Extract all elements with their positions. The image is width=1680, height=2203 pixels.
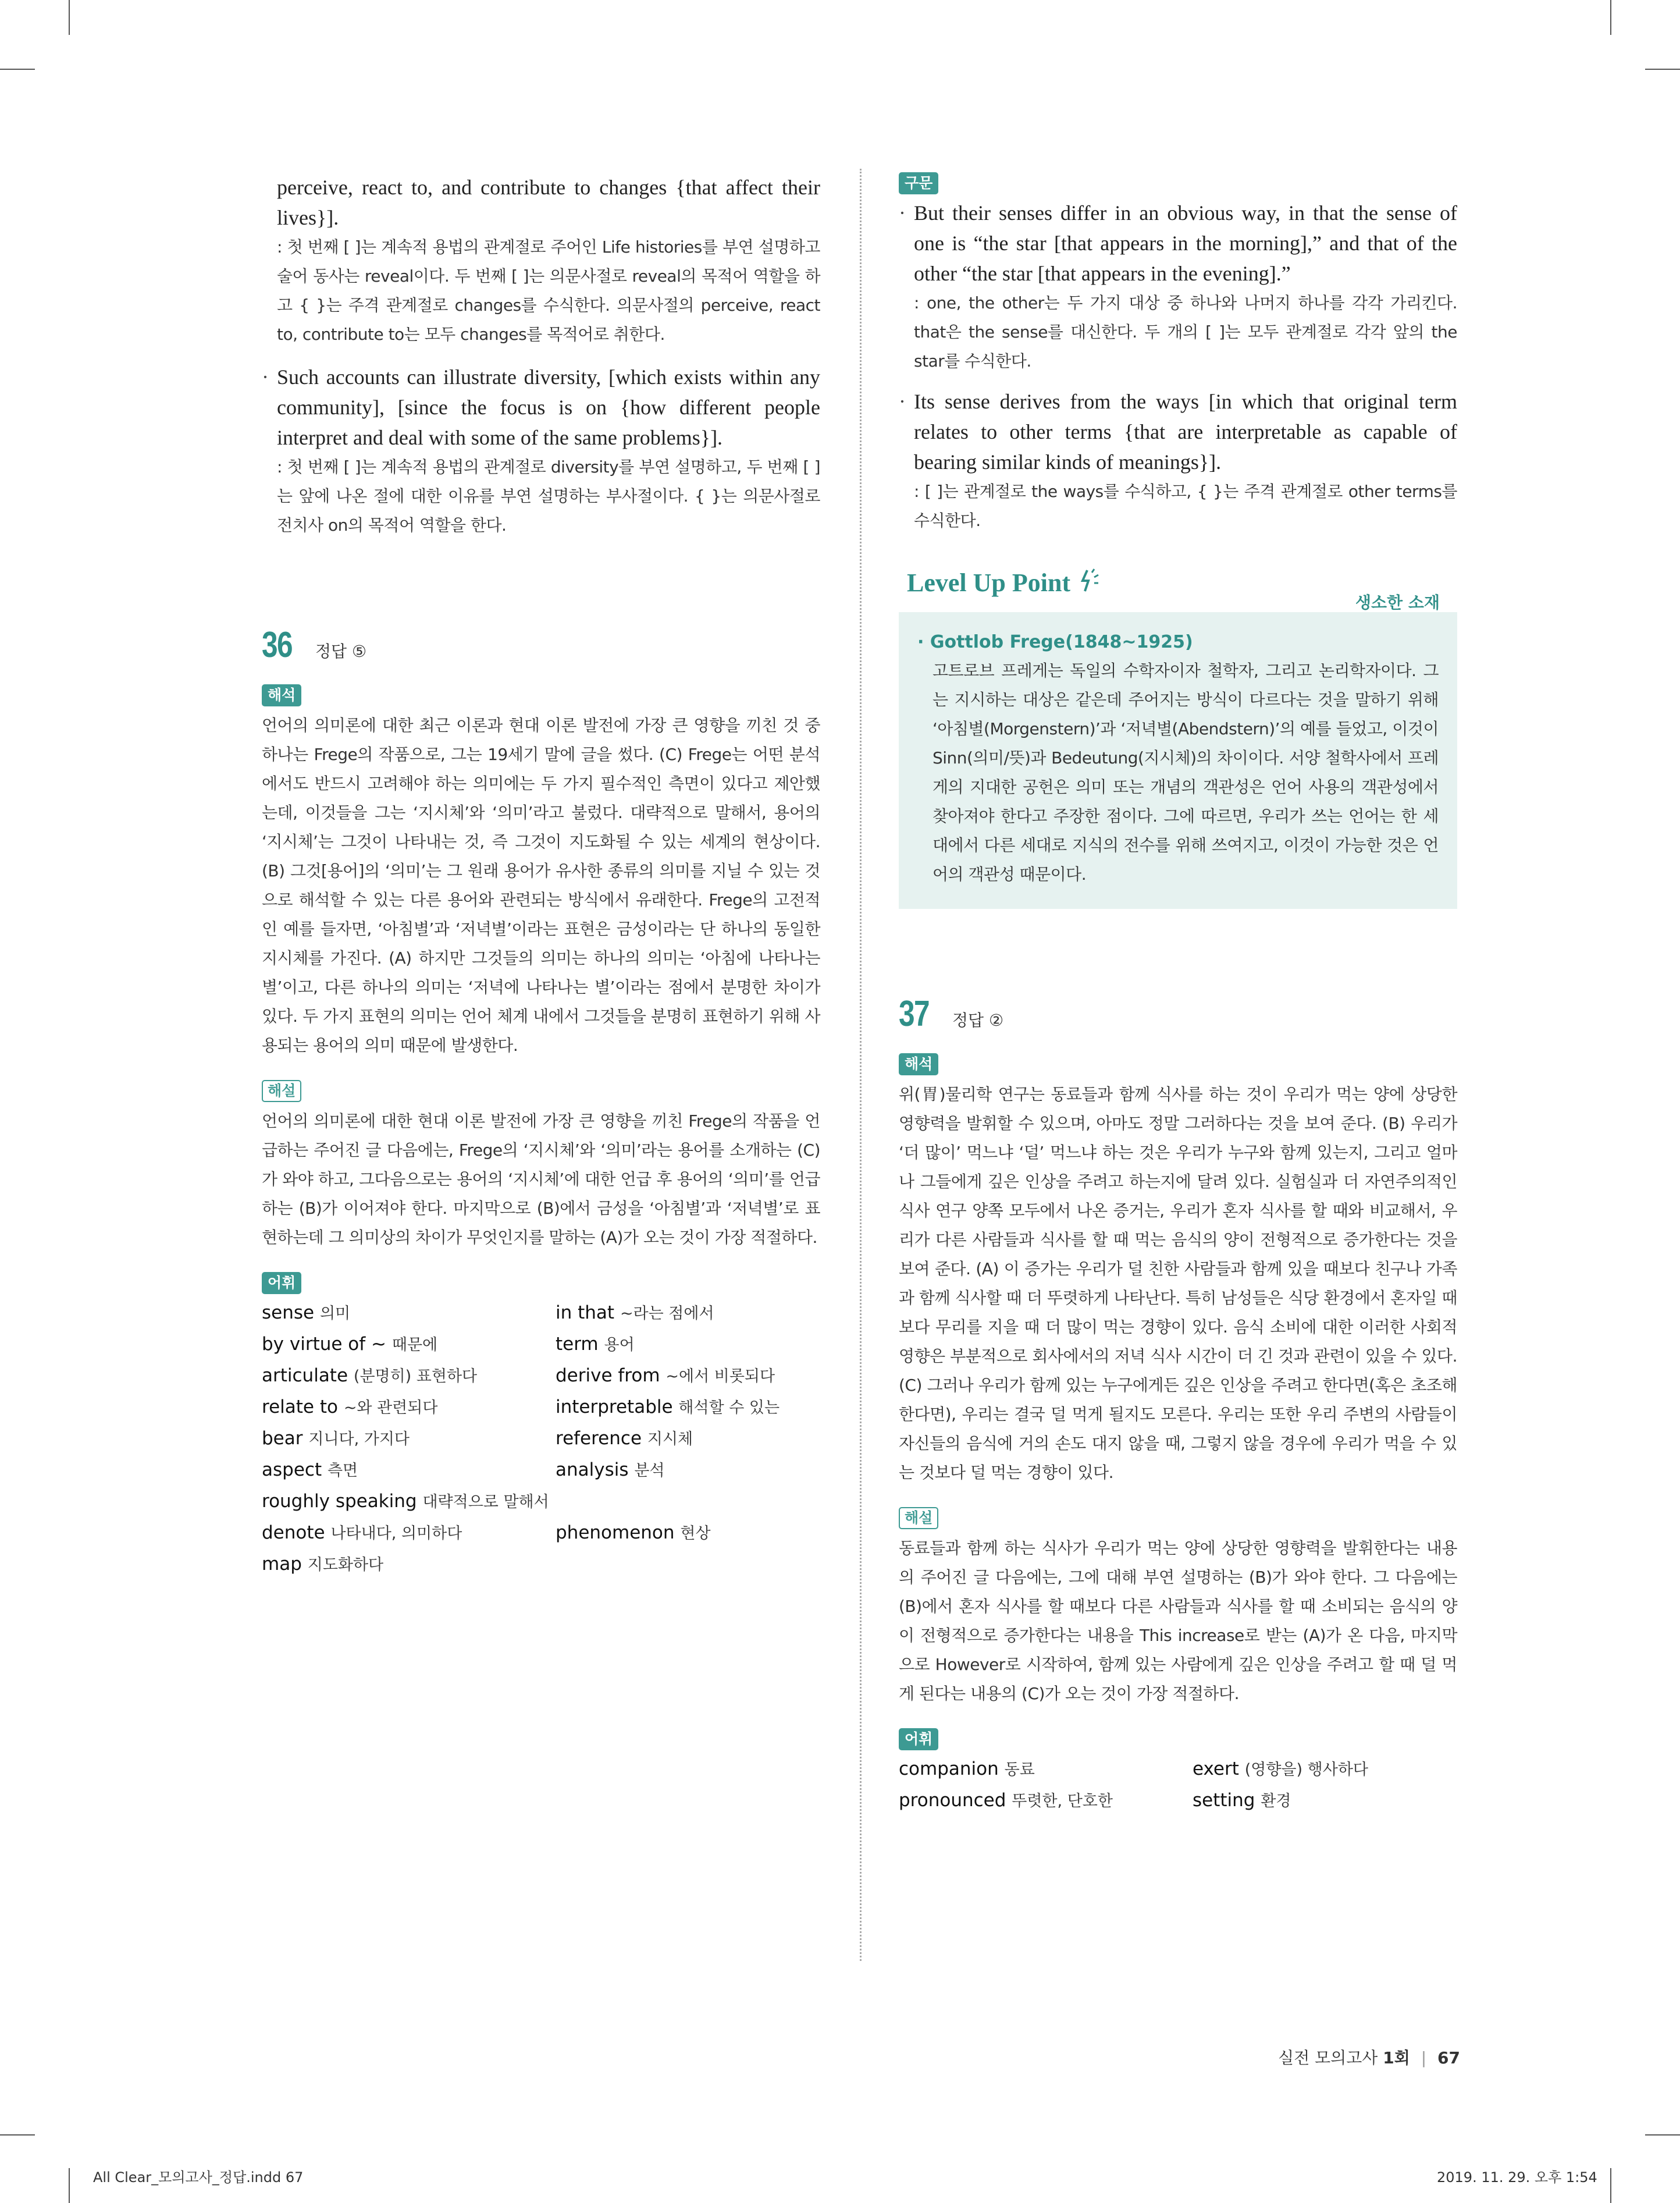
bullet-dot: ·	[899, 201, 906, 225]
vocab-item: term 용어	[556, 1334, 635, 1355]
left-column	[262, 172, 820, 1580]
level-up-box	[899, 568, 1457, 909]
syntax-sentence: perceive, react to, and contribute to changes {that affect their lives}].	[277, 176, 820, 229]
bullet-dot: ·	[262, 365, 269, 389]
level-up-heading: · Gottlob Frege(1848~1925)	[917, 632, 1193, 652]
syntax-item-1-continued	[262, 172, 820, 349]
vocab-item: bear 지니다, 가지다	[262, 1428, 410, 1449]
page-footer	[1251, 2045, 1460, 2069]
translation-tag: 해석	[899, 1053, 938, 1075]
translation-text: 언어의 의미론에 대한 최근 이론과 현대 이론 발전에 가장 큰 영향을 끼친 것 중 하나는 Frege의 작품으로, 그는 19세기 말에 글을 썼다. (C) Frege는 어떤 분석에서도 반드시 고려해야 하는 의미에는 두 가지 필수적인 측면이 있다고 제안했는데, 이것들을 그는 ‘지시체’와 ‘의미’라고 불렀다. 대략적으로 말해서, 용어의 ‘지시체’는 그것이 나타내는 것, 즉 그것이 지도화될 수 있는 세계의 현상이다. (B) 그것[용어]의 ‘의미’는 그 원래 용어가 유사한 종류의 의미를 지닐 수 있는 것으로 해석할 수 있는 다른 용어와 관련되는 방식에서 유래한다. Frege의 고전적인 예를 들자면, ‘아침별’과 ‘저녁별’이라는 표현은 금성이라는 단 하나의 동일한 지시체를 가진다. (A) 하지만 그것들의 의미는 하나의 의미는 ‘아침에 나타나는 별’이고, 다른 하나의 의미는 ‘저녁에 나타나는 별’이라는 점에서 분명한 차이가 있다. 두 가지 표현의 의미는 언어 체계 내에서 그것들을 분명히 표현하기 위해 사용되는 용어의 의미 때문에 발생한다.	[262, 716, 820, 1055]
footer-round: 1회	[1383, 2048, 1410, 2067]
vocab-list	[262, 1298, 820, 1580]
bullet-dot: ·	[899, 390, 906, 413]
vocab-item: analysis 분석	[556, 1459, 665, 1480]
crop-mark	[0, 2134, 35, 2136]
crop-mark	[1610, 0, 1611, 35]
answer-label: 정답 ②	[952, 1011, 1004, 1030]
syntax-explanation: : 첫 번째 [ ]는 계속적 용법의 관계절로 주어인 Life histories를 부연 설명하고 술어 동사는 reveal이다. 두 번째 [ ]는 의문사절로 reveal의 목적어 역할을 하고 { }는 주격 관계절로 changes를 수식한다. 의문사절의 perceive, react to, contribute to는 모두 changes를 목적어로 취한다.	[277, 237, 820, 344]
vocab-item: interpretable 해석할 수 있는	[556, 1397, 780, 1417]
crop-mark	[69, 0, 70, 35]
explanation-tag: 해설	[262, 1080, 301, 1102]
syntax-sentence: Such accounts can illustrate diversity, [which exists within any community], [since the focus is on {how different people interpret and deal with some of the same problems}].	[277, 365, 820, 449]
vocab-item: aspect 측면	[262, 1459, 358, 1480]
syntax-sentence: Its sense derives from the ways [in which that original term relates to other terms {that are interpretable as capable of bearing similar kinds of meanings}].	[914, 390, 1457, 474]
vocab-tag: 어휘	[262, 1272, 301, 1294]
spark-icon	[1077, 568, 1100, 594]
level-up-body: 고트로브 프레게는 독일의 수학자이자 철학자, 그리고 논리학자이다. 그는 지시하는 대상은 같은데 주어지는 방식이 다르다는 것을 말하기 위해 ‘아침별(Morgenstern)’과 ‘저녁별(Abendstern)’의 예를 들었고, 이것이 Sinn(의미/뜻)과 Bedeutung(지시체)의 차이이다. 서양 철학사에서 프레게의 지대한 공헌은 의미 또는 개념의 객관성은 언어 사용의 객관성에서 찾아져야 한다고 주장한 점이다. 그에 따르면, 우리가 쓰는 언어는 한 세대에서 다른 세대로 지식의 전수를 위해 쓰여지고, 이것이 가능한 것은 언어의 객관성 때문이다.	[932, 661, 1439, 884]
crop-mark	[1645, 69, 1680, 70]
question-number: 37	[899, 994, 929, 1034]
crop-mark	[0, 69, 35, 70]
footer-separator: |	[1421, 2048, 1427, 2067]
explanation-text: 동료들과 함께 하는 식사가 우리가 먹는 양에 상당한 영향력을 발휘한다는 내용의 주어진 글 다음에는, 그에 대해 부연 설명하는 (B)가 와야 한다. 그 다음에는 (B)에서 혼자 식사를 할 때보다 다른 사람들과 식사를 할 때 소비되는 음식의 양이 전형적으로 증가한다는 내용을 This increase로 받는 (A)가 온 다음, 마지막으로 However로 시작하여, 함께 있는 사람에게 깊은 인상을 주려고 할 때 덜 먹게 된다는 내용의 (C)가 오는 것이 가장 적절하다.	[899, 1538, 1457, 1703]
question-37	[899, 996, 1457, 1817]
vocab-item: map 지도화하다	[262, 1554, 384, 1575]
question-header	[899, 996, 1457, 1032]
vocab-item: relate to ~와 관련되다	[262, 1397, 438, 1417]
vocab-item: denote 나타내다, 의미하다	[262, 1522, 462, 1543]
vocab-item: by virtue of ~ 때문에	[262, 1334, 438, 1355]
syntax-explanation: : [ ]는 관계절로 the ways를 수식하고, { }는 주격 관계절로 other terms를 수식한다.	[914, 482, 1457, 530]
vocab-tag: 어휘	[899, 1728, 938, 1750]
vocab-item: exert (영향을) 행사하다	[1193, 1758, 1368, 1779]
syntax-explanation: : 첫 번째 [ ]는 계속적 용법의 관계절로 diversity를 부연 설명하고, 두 번째 [ ]는 앞에 나온 절에 대한 이유를 부연 설명하는 부사절이다. { }는 의문사절로 전치사 on의 목적어 역할을 한다.	[277, 457, 820, 535]
vocab-item: articulate (분명히) 표현하다	[262, 1365, 478, 1386]
question-36	[262, 627, 820, 1580]
vocab-list	[899, 1754, 1457, 1817]
crop-mark	[1610, 2168, 1611, 2203]
crop-mark	[69, 2168, 70, 2203]
vocab-item: phenomenon 현상	[556, 1522, 711, 1543]
footer-section: 실전 모의고사	[1278, 2048, 1378, 2067]
question-number: 36	[262, 625, 292, 665]
vocab-item: derive from ~에서 비롯되다	[556, 1365, 775, 1386]
page-number: 67	[1437, 2048, 1460, 2067]
syntax-item-3	[899, 198, 1457, 376]
slug-filename: All Clear_모의고사_정답.indd 67	[93, 2169, 304, 2186]
answer-label: 정답 ⑤	[315, 642, 367, 661]
syntax-explanation: : one, the other는 두 가지 대상 중 하나와 나머지 하나를 각각 가리킨다. that은 the sense를 대신한다. 두 개의 [ ]는 모두 관계절로 각각 앞의 the star를 수식한다.	[914, 293, 1457, 371]
slug-date: 2019. 11. 29. 오후 1:54	[1437, 2169, 1597, 2186]
level-up-tag: 생소한 소재	[1355, 593, 1440, 612]
vocab-item: setting 환경	[1193, 1790, 1291, 1811]
vocab-item: sense 의미	[262, 1302, 351, 1323]
syntax-sentence: But their senses differ in an obvious way, in that the sense of one is “the star [that appears in the morning],” and that of the other “the star [that appears in the evening].”	[914, 201, 1457, 285]
question-header	[262, 627, 820, 663]
vocab-item: companion 동료	[899, 1758, 1035, 1779]
vocab-item: reference 지시체	[556, 1428, 693, 1449]
syntax-item-2	[262, 362, 820, 540]
vocab-item: pronounced 뚜렷한, 단호한	[899, 1790, 1113, 1811]
column-divider	[860, 169, 862, 1961]
translation-tag: 해석	[262, 684, 301, 706]
explanation-text: 언어의 의미론에 대한 현대 이론 발전에 가장 큰 영향을 끼친 Frege의 작품을 언급하는 주어진 글 다음에는, Frege의 ‘지시체’와 ‘의미’라는 용어를 소개하는 (C)가 와야 하고, 그다음으로는 용어의 ‘지시체’에 대한 언급 후 용어의 ‘의미’를 언급하는 (B)가 이어져야 한다. 마지막으로 (B)에서 금성을 ‘아침별’과 ‘저녁별’로 표현하는데 그 의미상의 차이가 무엇인지를 말하는 (A)가 오는 것이 가장 적절하다.	[262, 1111, 820, 1247]
explanation-tag: 해설	[899, 1507, 938, 1529]
crop-mark	[1645, 2134, 1680, 2136]
syntax-tag: 구문	[899, 172, 938, 194]
right-column	[899, 172, 1457, 1817]
vocab-item: roughly speaking 대략적으로 말해서	[262, 1491, 549, 1512]
level-up-title: Level Up Point	[905, 568, 1105, 598]
vocab-item: in that ~라는 점에서	[556, 1302, 714, 1323]
translation-text: 위(胃)물리학 연구는 동료들과 함께 식사를 하는 것이 우리가 먹는 양에 상당한 영향력을 발휘할 수 있으며, 아마도 정말 그러하다는 것을 보여 준다. (B) 우리가 ‘더 많이’ 먹느냐 ‘덜’ 먹느냐 하는 것은 우리가 누구와 함께 있는지, 그리고 얼마나 그들에게 깊은 인상을 주려고 하는지에 달려 있다. 실험실과 더 자연주의적인 식사 연구 양쪽 모두에서 나온 증거는, 우리가 혼자 식사를 할 때와 비교해서, 우리가 다른 사람들과 식사를 할 때 먹는 음식의 양이 전형적으로 증가한다는 것을 보여 준다. (A) 이 증가는 우리가 덜 친한 사람들과 함께 있을 때보다 친구나 가족과 함께 식사할 때 더 뚜렷하게 나타난다. 특히 남성들은 식당 환경에서 혼자일 때보다 무리를 지을 때 더 많이 먹는 경향이 있다. 음식 소비에 대한 이러한 사회적 영향은 부분적으로 회사에서의 저녁 식사 시간이 더 긴 것과 관련이 있을 수 있다. (C) 그러나 우리가 함께 있는 누구에게든 깊은 인상을 주려고 한다면(혹은 초조해한다면), 우리는 결국 덜 먹게 될지도 모른다. 우리는 또한 우리 주변의 사람들이 자신들의 음식에 거의 손도 대지 않을 때, 그렇지 않을 경우에 우리가 먹을 수 있는 것보다 덜 먹는 경향이 있다.	[899, 1085, 1457, 1482]
syntax-item-4	[899, 386, 1457, 535]
